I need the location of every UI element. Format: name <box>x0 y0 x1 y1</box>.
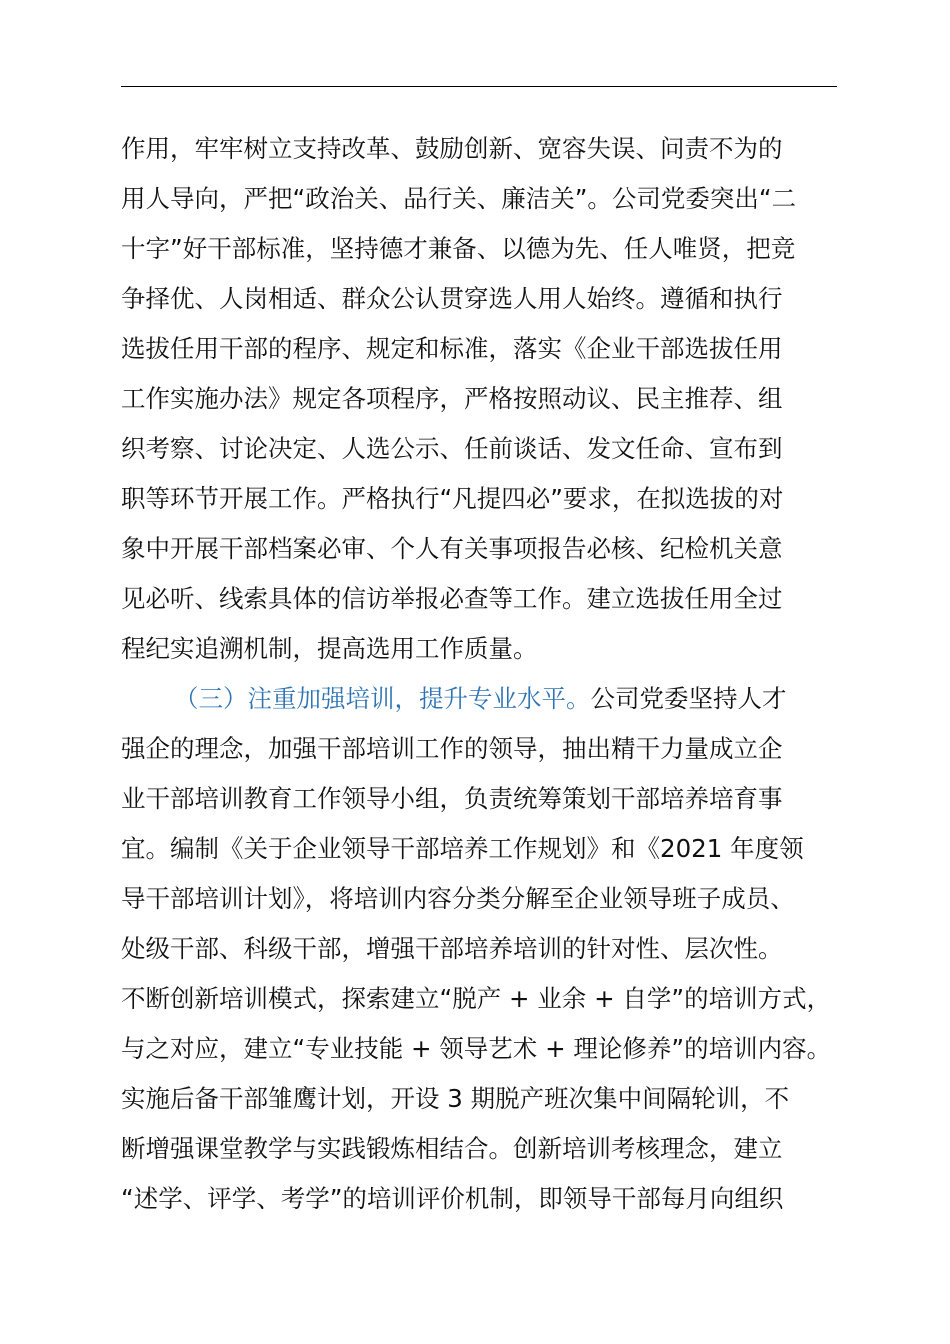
header-rule <box>121 86 837 87</box>
paragraph-line: 作用，牢牢树立支持改革、鼓励创新、宽容失误、问责不为的 <box>121 134 783 163</box>
paragraph-line: 实施后备干部雏鹰计划，开设 3 期脱产班次集中间隔轮训，不 <box>121 1084 790 1113</box>
paragraph-line: 强企的理念，加强干部培训工作的领导，抽出精干力量成立企 <box>121 734 783 763</box>
paragraph-line: 用人导向，严把“政治关、品行关、廉洁关”。公司党委突出“二 <box>121 184 797 213</box>
paragraph-line: 宜。编制《关于企业领导干部培养工作规划》和《2021 年度领 <box>121 834 804 863</box>
paragraph-line: 处级干部、科级干部，增强干部培养培训的针对性、层次性。 <box>121 934 783 963</box>
section-heading: （三）注重加强培训，提升专业水平。 <box>174 684 591 713</box>
paragraph-line: 象中开展干部档案必审、个人有关事项报告必核、纪检机关意 <box>121 534 783 563</box>
paragraph-line: 断增强课堂教学与实践锻炼相结合。创新培训考核理念，建立 <box>121 1134 783 1163</box>
paragraph-line: 与之对应，建立“专业技能 + 领导艺术 + 理论修养”的培训内容。 <box>121 1034 832 1063</box>
section-first-line <box>121 674 881 724</box>
paragraph-line: 织考察、讨论决定、人选公示、任前谈话、发文任命、宣布到 <box>121 434 783 463</box>
paragraph-line: 选拔任用干部的程序、规定和标准，落实《企业干部选拔任用 <box>121 334 783 363</box>
section-first-line-text: 公司党委坚持人才 <box>590 684 787 713</box>
paragraph-line: 业干部培训教育工作领导小组，负责统筹策划干部培养培育事 <box>121 784 783 813</box>
paragraph-line: 工作实施办法》规定各项程序，严格按照动议、民主推荐、组 <box>121 384 783 413</box>
paragraph-line: 十字”好干部标准，坚持德才兼备、以德为先、任人唯贤，把竞 <box>121 234 796 263</box>
paragraph-line: 不断创新培训模式，探索建立“脱产 + 业余 + 自学”的培训方式， <box>121 984 832 1013</box>
paragraph-line: 导干部培训计划》，将培训内容分类分解至企业领导班子成员、 <box>121 884 795 913</box>
paragraph-line: 程纪实追溯机制，提高选用工作质量。 <box>121 634 538 663</box>
paragraph-line: 见必听、线索具体的信访举报必查等工作。建立选拔任用全过 <box>121 584 783 613</box>
document-body <box>121 124 881 1224</box>
paragraph-line: “述学、评学、考学”的培训评价机制，即领导干部每月向组织 <box>121 1184 784 1213</box>
paragraph-line: 职等环节开展工作。严格执行“凡提四必”要求，在拟选拔的对 <box>121 484 784 513</box>
paragraph-line: 争择优、人岗相适、群众公认贯穿选人用人始终。遵循和执行 <box>121 284 783 313</box>
